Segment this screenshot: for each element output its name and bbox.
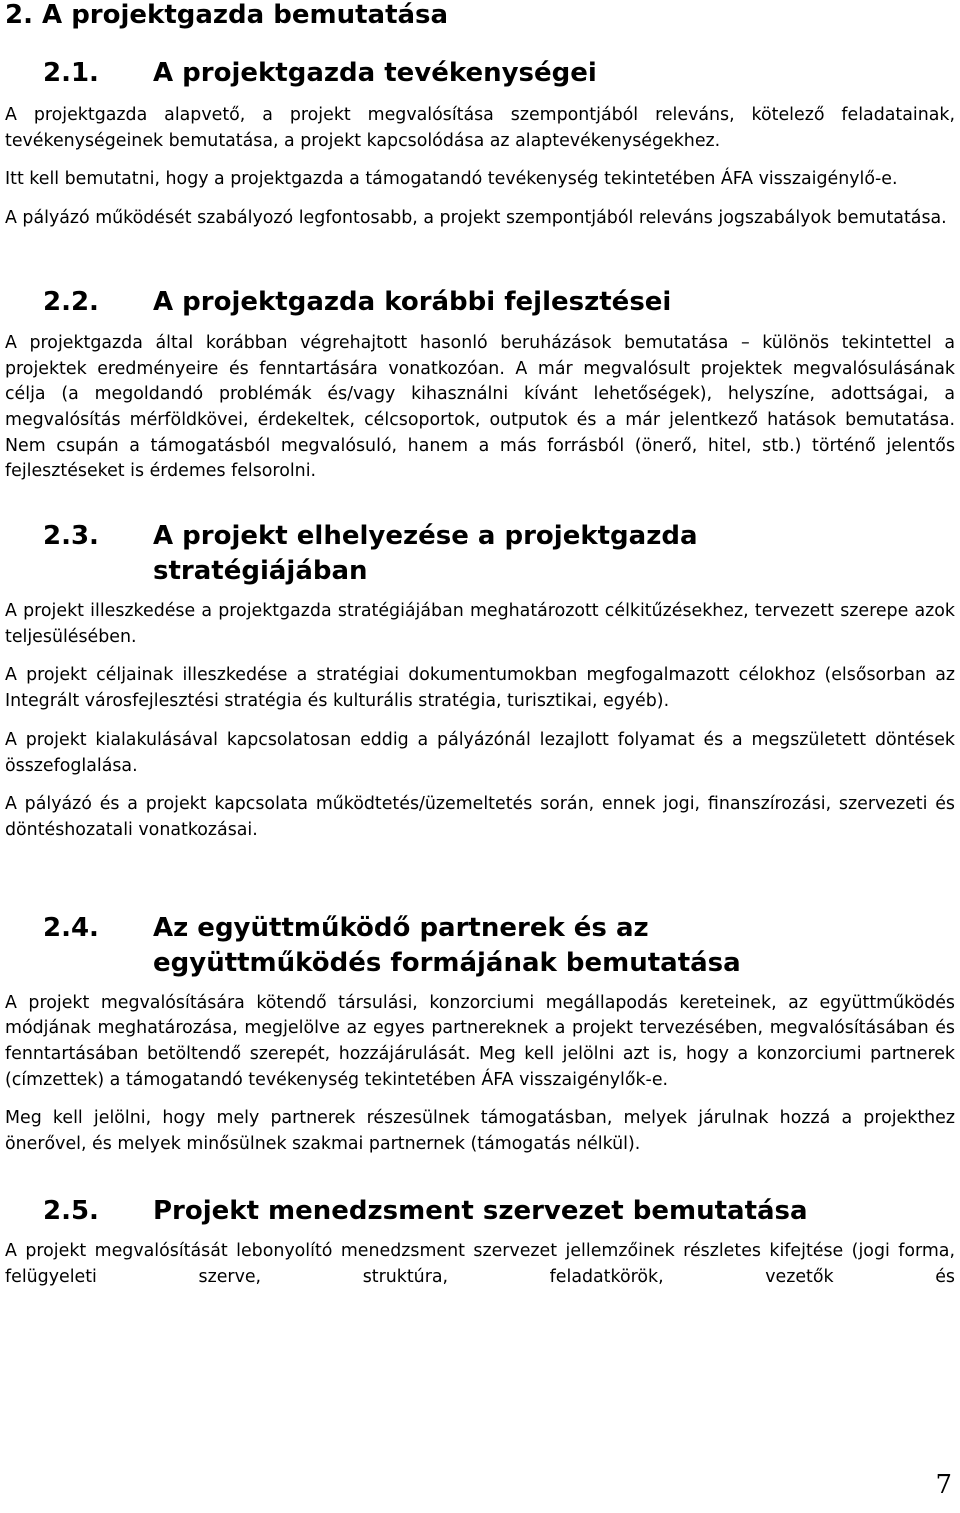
page-number: 7: [935, 1470, 952, 1500]
paragraph: Meg kell jelölni, hogy mely partnerek részesülnek támogatásban, melyek járulnak hozzá a projekthez önerővel, és melyek minősülnek szakmai partnernek (támogatás nélkül).: [5, 1108, 955, 1155]
section-2-3-heading: [5, 519, 955, 589]
section-title: Az együttműködő partnerek és az együttműködés formájának bemutatása: [153, 912, 741, 978]
section-title: Projekt menedzsment szervezet bemutatása: [153, 1195, 808, 1226]
document-page: [5, 0, 955, 1290]
paragraph: Itt kell bemutatni, hogy a projektgazda a támogatandó tevékenység tekintetében ÁFA visszaigénylő-e.: [5, 169, 898, 190]
section-title: A projekt elhelyezése a projektgazda stratégiájában: [153, 521, 698, 587]
section-title: A projektgazda tevékenységei: [153, 58, 597, 88]
paragraph: A pályázó és a projekt kapcsolata működtetés/üzemeltetés során, ennek jogi, finanszírozási, szervezeti és döntéshozatali vonatkozásai.: [5, 794, 955, 840]
paragraph: A projektgazda által korábban végrehajtott hasonló beruházások bemutatása – különös tekintettel a projektek eredményeire és fenntartására vonatkozóan. A már megvalósult projektek megvalósulásának célja (a megoldandó problémák és/vagy kihasználni kívánt lehetőségek), helyszíne, adottságai, a megvalósítás mérföldkövei, érdekeltek, célcsoportok, outputok és a már jelentkező hatások bemutatása. Nem csupán a támogatásból megvalósuló, hanem a más forrásból (önerő, hitel, stb.) történő jelentős fejlesztéseket is érdemes felsorolni.: [5, 332, 955, 482]
paragraph: A projektgazda alapvető, a projekt megvalósítása szempontjából releváns, kötelező feladatainak, tevékenységeinek bemutatása, a projekt kapcsolódása az alaptevékenységekhez.: [5, 105, 955, 151]
chapter-heading: 2. A projektgazda bemutatása: [5, 0, 449, 30]
paragraph: A projekt megvalósítását lebonyolító menedzsment szervezet jellemzőinek részletes kifejtése (jogi forma, felügyeleti szerve, struktúra, feladatkörök, vezetők és: [5, 1240, 955, 1287]
paragraph: A pályázó működését szabályozó legfontosabb, a projekt szempontjából releváns jogszabályok bemutatása.: [5, 208, 947, 229]
section-2-4-heading: [5, 911, 955, 981]
section-number: 2.3.: [43, 521, 99, 552]
section-2-2-heading: [5, 285, 955, 320]
paragraph: A projekt megvalósítására kötendő társulási, konzorciumi megállapodás kereteinek, az együttműködés módjának meghatározása, megjelölve az egyes partnereknek a projekt tervezésében, megvalósításában és fenntartásában betöltendő szerepét, hozzájárulását. Meg kell jelölni azt is, hogy a konzorciumi partnerek (címzettek) a támogatandó tevékenység tekintetében ÁFA visszaigénylők-e.: [5, 992, 955, 1090]
paragraph: A projekt kialakulásával kapcsolatosan eddig a pályázónál lezajlott folyamat és a megszületett döntések összefoglalása.: [5, 729, 955, 776]
section-number: 2.5.: [43, 1195, 99, 1226]
section-number: 2.4.: [43, 912, 99, 943]
paragraph: A projekt céljainak illeszkedése a stratégiai dokumentumokban megfogalmazott célokhoz (elsősorban az Integrált városfejlesztési stratégia és kulturális stratégia, turisztikai, egyéb).: [5, 665, 955, 712]
section-2-1-heading: [5, 56, 955, 91]
section-title: A projektgazda korábbi fejlesztései: [153, 286, 672, 317]
paragraph: A projekt illeszkedése a projektgazda stratégiájában meghatározott célkitűzésekhez, tervezett szerepe azok teljesülésében.: [5, 601, 955, 647]
section-2-5-heading: [5, 1194, 955, 1229]
section-number: 2.1.: [43, 58, 99, 88]
section-number: 2.2.: [43, 286, 99, 317]
